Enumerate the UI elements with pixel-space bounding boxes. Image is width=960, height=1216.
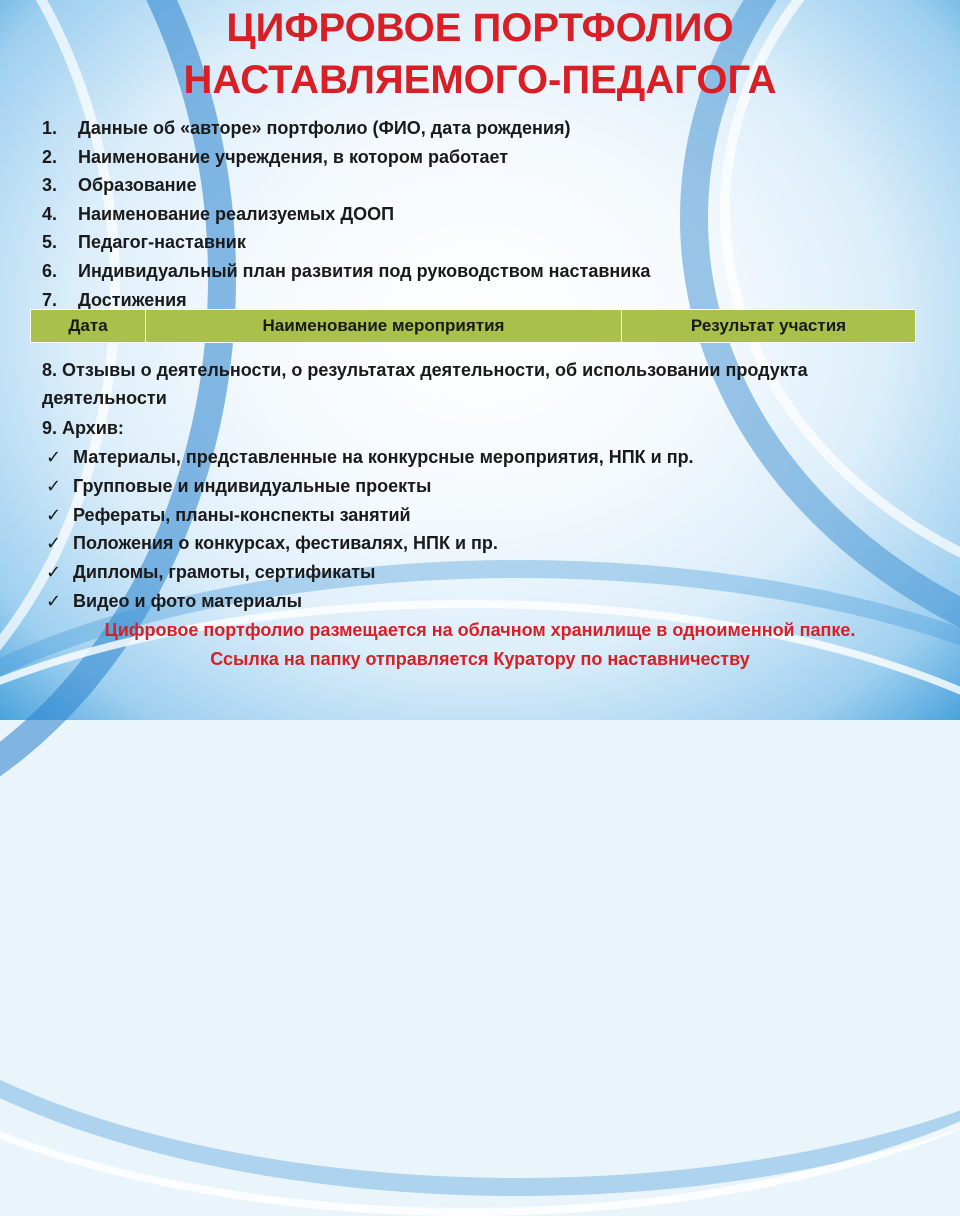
- list-item: [42, 114, 922, 143]
- list-item: [46, 529, 926, 558]
- check-icon: ✓: [46, 504, 62, 525]
- column-header-result: Результат участия: [622, 310, 916, 343]
- list-item: [46, 472, 926, 501]
- item-number: 2.: [42, 146, 58, 167]
- item-number: 5.: [42, 232, 58, 253]
- curator-link-note: Ссылка на папку отправляется Куратору по наставничеству: [210, 649, 750, 669]
- item-number: 3.: [42, 175, 58, 196]
- archive-list: [46, 443, 926, 616]
- list-item: [42, 257, 922, 286]
- item-text: Рефераты, планы-конспекты занятий: [73, 504, 411, 525]
- check-icon: ✓: [46, 475, 62, 496]
- check-icon: ✓: [46, 447, 62, 467]
- list-item: [46, 587, 926, 616]
- reviews-item: 8. Отзывы о деятельности, о результатах деятельности, об использовании продукта деятельности: [42, 360, 808, 408]
- item-text: Данные об «авторе» портфолио (ФИО, дата рождения): [78, 118, 571, 138]
- list-item: [46, 501, 926, 530]
- portfolio-sections-list: [42, 114, 922, 314]
- item-text: Индивидуальный план развития под руководством наставника: [78, 260, 651, 281]
- list-item: [46, 443, 926, 472]
- list-item: [42, 171, 922, 200]
- title-line-2: НАСТАВЛЯЕМОГО-ПЕДАГОГА: [183, 58, 777, 102]
- check-icon: ✓: [46, 562, 62, 583]
- item-text: Материалы, представленные на конкурсные мероприятия, НПК и пр.: [73, 447, 694, 467]
- storage-note: Цифровое портфолио размещается на облачном хранилище в одноименной папке.: [104, 620, 856, 640]
- check-icon: ✓: [46, 590, 62, 611]
- slide-title: [0, 2, 960, 106]
- item-number: 4.: [42, 203, 58, 224]
- title-line-1: ЦИФРОВОЕ ПОРТФОЛИО: [226, 6, 734, 50]
- item-text: Групповые и индивидуальные проекты: [73, 475, 432, 496]
- list-item: [42, 143, 922, 172]
- list-item: [42, 228, 922, 257]
- column-header-event: Наименование мероприятия: [146, 310, 622, 343]
- item-number: 1.: [42, 118, 58, 138]
- list-item: [46, 558, 926, 587]
- item-number: 7.: [42, 289, 58, 310]
- item-text: Положения о конкурсах, фестивалях, НПК и пр.: [73, 533, 498, 554]
- check-icon: ✓: [46, 533, 62, 554]
- table-header-row: [31, 310, 916, 343]
- item-text: Наименование учреждения, в котором работает: [78, 146, 509, 167]
- achievements-table: [30, 309, 916, 343]
- item-text: Педагог-наставник: [78, 232, 246, 253]
- column-header-date: Дата: [31, 310, 146, 343]
- item-text: Видео и фото материалы: [73, 590, 302, 611]
- item-number: 6.: [42, 260, 58, 281]
- item-text: Образование: [78, 175, 197, 196]
- archive-heading: 9. Архив:: [42, 418, 124, 438]
- item-text: Достижения: [78, 289, 187, 310]
- item-text: Дипломы, грамоты, сертификаты: [73, 562, 376, 583]
- item-text: Наименование реализуемых ДООП: [78, 203, 395, 224]
- list-item: [42, 200, 922, 229]
